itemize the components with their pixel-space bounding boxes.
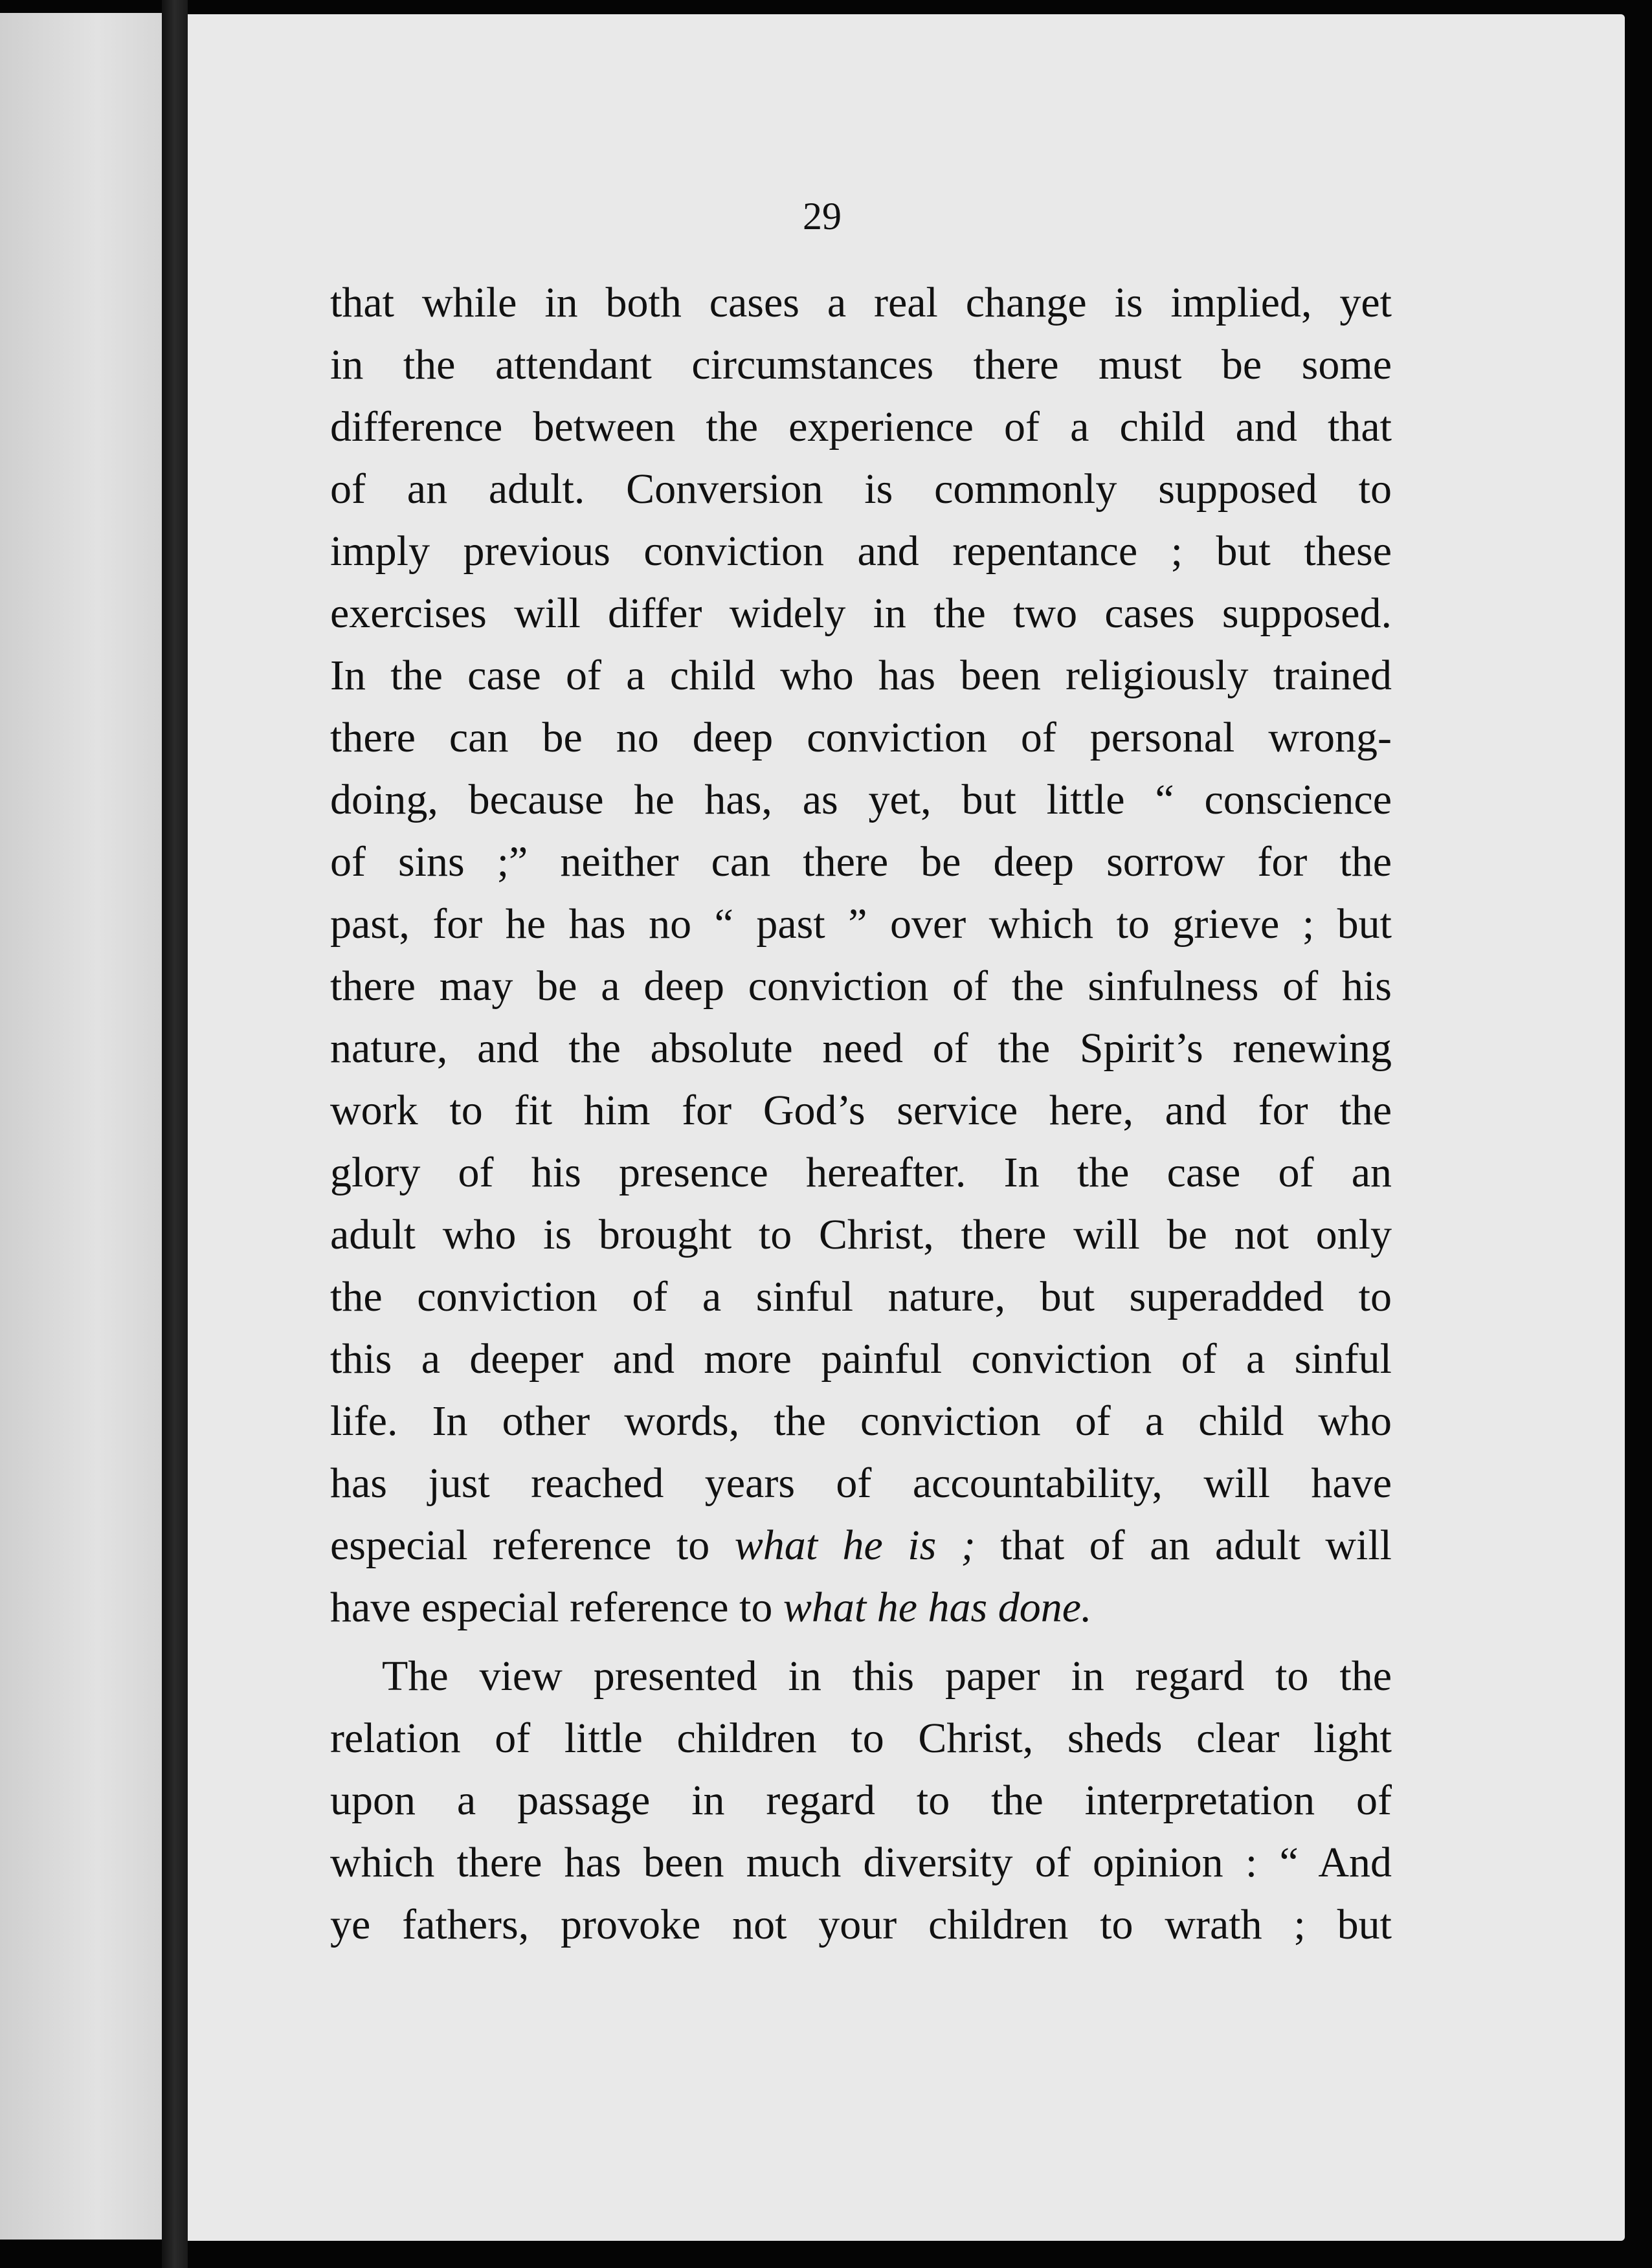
text-line: relation of little children to Christ, sheds clear light <box>330 1715 1392 1762</box>
text-line: glory of his presence hereafter. In the case of an <box>330 1149 1392 1196</box>
text-line: there can be no deep conviction of personal wrong- <box>330 714 1392 761</box>
italic-phrase: what he has done. <box>783 1584 1092 1631</box>
body-text <box>330 272 1392 1956</box>
text-line: doing, because he has, as yet, but little “ conscience <box>330 776 1392 823</box>
text-line: in the attendant circumstances there must be some <box>330 341 1392 388</box>
text-line: ye fathers, provoke not your children to wrath ; but <box>330 1901 1392 1948</box>
text-line: exercises will differ widely in the two cases supposed. <box>330 590 1392 637</box>
text-line: of sins ;” neither can there be deep sorrow for the <box>330 838 1392 885</box>
text-segment: that of an adult will <box>975 1522 1392 1569</box>
text-line: imply previous conviction and repentance ; but these <box>330 528 1392 575</box>
text-line: adult who is brought to Christ, there will be not only <box>330 1211 1392 1258</box>
text-line: life. In other words, the conviction of a child who <box>330 1397 1392 1445</box>
text-line: the conviction of a sinful nature, but superadded to <box>330 1273 1392 1320</box>
page-number: 29 <box>803 195 842 238</box>
text-line: The view presented in this paper in regard to the <box>382 1652 1392 1700</box>
italic-phrase: what he is ; <box>734 1522 976 1569</box>
text-line: nature, and the absolute need of the Spirit’s renewing <box>330 1025 1392 1072</box>
text-line: has just reached years of accountability, will have <box>330 1460 1392 1507</box>
text-line: difference between the experience of a child and that <box>330 403 1392 450</box>
text-segment: have especial reference to <box>330 1584 783 1631</box>
text-line: there may be a deep conviction of the sinfulness of his <box>330 962 1392 1010</box>
book-gutter <box>162 0 188 2268</box>
text-line: In the case of a child who has been religiously trained <box>330 652 1392 699</box>
left-page-edge <box>0 13 162 2240</box>
text-line: upon a passage in regard to the interpretation of <box>330 1777 1392 1824</box>
text-line: which there has been much diversity of opinion : “ And <box>330 1839 1392 1886</box>
text-line: of an adult. Conversion is commonly supposed to <box>330 465 1392 513</box>
text-line: that while in both cases a real change is implied, yet <box>330 279 1392 326</box>
text-segment: especial reference to <box>330 1522 735 1569</box>
text-line-with-italic <box>330 1577 1392 1639</box>
text-line-with-italic <box>330 1515 1392 1577</box>
text-line: past, for he has no “ past ” over which to grieve ; but <box>330 900 1392 948</box>
text-line: this a deeper and more painful conviction of a sinful <box>330 1335 1392 1383</box>
paragraph-gap <box>330 1639 1392 1645</box>
text-line: work to fit him for God’s service here, and for the <box>330 1087 1392 1134</box>
